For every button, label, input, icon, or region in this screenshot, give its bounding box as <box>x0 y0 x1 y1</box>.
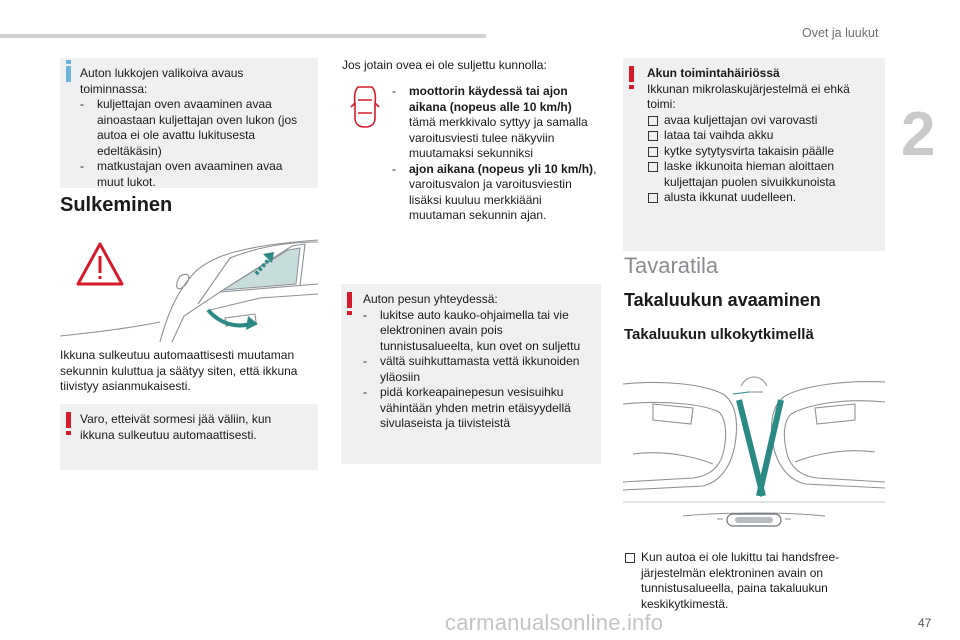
trunk-subheading: Takaluukun ulkokytkimellä <box>624 326 814 343</box>
list-item-text: tämä merkkivalo syttyy ja samalla varoitusviesti tulee näkyviin muutamaksi sekunniksi <box>409 115 588 160</box>
list-item-text: , varoitusvalon ja varoitusviestin lisäksi kuuluu merkkiääni muutaman sekunnin ajan. <box>409 161 597 222</box>
list-item-bold: moottorin käydessä tai ajon aikana (nopeus alle 10 km/h) <box>409 84 572 114</box>
fault-intro: Ikkunan mikrolaskujärjestelmä ei ehkä toimi: <box>647 81 850 111</box>
door-open-intro: Jos jotain ovea ei ole suljettu kunnolla: <box>342 58 547 72</box>
list-item: kytke sytytysvirta takaisin päälle <box>647 144 879 160</box>
wash-list <box>363 308 595 432</box>
list-item: - ajon aikana (nopeus yli 10 km/h), varoitusvalon ja varoitusviestin lisäksi kuuluu merkkiääni muutaman sekunnin ajan. <box>392 161 597 222</box>
list-item: avaa kuljettajan ovi varovasti <box>647 113 879 129</box>
watermark: carmanualsonline.info <box>445 610 664 635</box>
door-open-warning-icon <box>350 84 380 130</box>
list-item: - pidä korkeapainepesun vesisuihku vähintään yhden metrin etäisyydellä sivulaseista ja tiivisteistä <box>363 385 595 432</box>
section-title: Ovet ja luukut <box>802 26 879 40</box>
info-box <box>60 58 318 188</box>
warning-icon <box>66 412 71 428</box>
fault-list <box>647 113 879 206</box>
list-item: alusta ikkunat uudelleen. <box>647 190 879 206</box>
warning-icon <box>347 292 352 308</box>
list-item: laske ikkunoita hieman aloittaen kuljettajan puolen sivuikkunoista <box>647 159 879 190</box>
list-item: - vältä suihkuttamasta vettä ikkunoiden yläosiin <box>363 354 595 385</box>
wash-warning-box <box>341 284 601 464</box>
list-item: Kun autoa ei ole lukittu tai handsfree-järjestelmän elektroninen avain on tunnistusalueella, paina takaluukun keskikytkimestä. <box>624 550 852 612</box>
trunk-heading: Takaluukun avaaminen <box>624 290 821 310</box>
warning-icon <box>629 66 634 82</box>
list-item: lataa tai vaihda akku <box>647 128 879 144</box>
header-rule <box>0 34 486 38</box>
list-item: - lukitse auto kauko-ohjaimella tai vie elektroninen avain pois tunnistusalueelta, kun ovet on suljettu <box>363 308 595 355</box>
page-number: 47 <box>918 616 932 630</box>
info-icon <box>66 66 71 82</box>
trunk-instruction-list <box>624 550 852 612</box>
closing-warning-box <box>60 404 318 470</box>
list-item: - matkustajan oven avaaminen avaa muut lukot. <box>80 159 312 190</box>
list-item-bold: ajon aikana (nopeus yli 10 km/h) <box>409 161 594 176</box>
list-item: - kuljettajan oven avaaminen avaa ainoastaan kuljettajan oven lukon (jos autoa ei ole avattu lukitusesta edeltäkäsin) <box>80 97 312 159</box>
window-closing-illustration <box>60 232 318 342</box>
fault-warning-box <box>623 58 885 251</box>
closing-body: Ikkuna sulkeutuu automaattisesti muutaman sekunnin kuluttua ja säätyy siten, että ikkuna tiivistyy asianmukaisesti. <box>60 348 298 393</box>
info-intro: Auton lukkojen valikoiva avaus toiminnassa: <box>80 66 244 96</box>
wash-intro: Auton pesun yhteydessä: <box>363 292 498 306</box>
tailgate-switch-illustration <box>623 364 885 544</box>
info-list <box>80 97 312 190</box>
trunk-section-title: Tavaratila <box>624 253 719 278</box>
chapter-number: 2 <box>901 100 936 169</box>
fault-title: Akun toimintahäiriössä <box>647 66 780 80</box>
closing-heading: Sulkeminen <box>60 194 173 216</box>
list-item: - moottorin käydessä tai ajon aikana (nopeus alle 10 km/h) tämä merkkivalo syttyy ja samalla varoitusviesti tulee näkyviin muutamaksi sekunniksi <box>392 84 588 160</box>
door-open-list <box>392 84 598 224</box>
closing-warning: Varo, etteivät sormesi jää väliin, kun ikkuna sulkeutuu automaattisesti. <box>80 412 272 442</box>
